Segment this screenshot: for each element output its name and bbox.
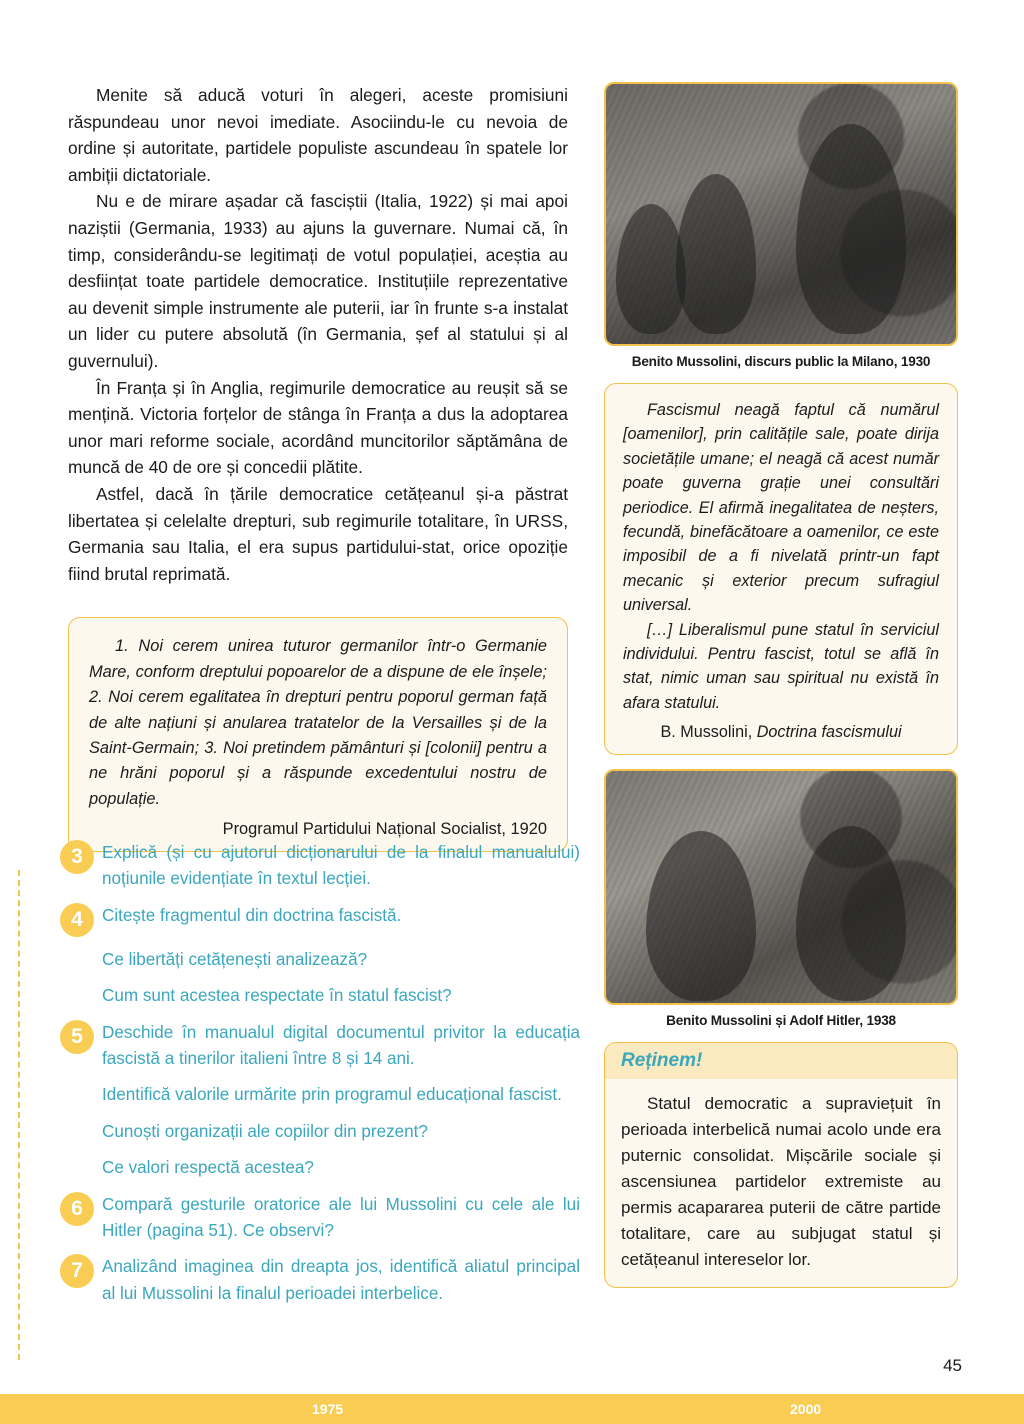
remember-box-title: Reținem!: [605, 1043, 957, 1079]
task-subitem: [60, 1155, 580, 1181]
task-subitem: [60, 1119, 580, 1145]
task-number-badge: 5: [60, 1020, 94, 1054]
task-subitem: [60, 983, 580, 1009]
task-text: Compară gesturile oratorice ale lui Mussolini cu cele ale lui Hitler (pagina 51). Ce observi?: [102, 1194, 580, 1241]
paragraph-1: Menite să aducă voturi în alegeri, aceste promisiuni răspundeau unor nevoi imediate. Asociindu-le cu nevoia de ordine și autoritate, partidele populiste ascundeau în spatele lor ambiții dictatoriale.: [68, 85, 568, 185]
doctrine-lead-word: Fascismul: [647, 401, 720, 419]
task-item: [60, 903, 580, 937]
timeline-year-left: 1975: [312, 1401, 344, 1417]
task-item: [60, 1020, 580, 1073]
source-quote-attribution: Programul Partidului Național Socialist, 1920: [222, 820, 547, 839]
task-text: Deschide în manualul digital documentul privitor la educația fascistă a tinerilor italieni între 8 și 14 ani.: [102, 1022, 580, 1069]
sidebar-column: [604, 82, 958, 1288]
timeline-year-right: 2000: [790, 1401, 822, 1417]
task-text: Analizând imaginea din dreapta jos, identifică aliatul principal al lui Mussolini la finalul perioadei interbelice.: [102, 1257, 580, 1303]
figure-caption: Benito Mussolini, discurs public la Milano, 1930: [631, 354, 931, 369]
task-subtext: Cunoști organizații ale copiilor din prezent?: [102, 1121, 428, 1141]
source-quote-box: [68, 617, 568, 852]
page-number: 45: [943, 1356, 962, 1375]
task-connector-line: [18, 870, 20, 1360]
task-text: Explică (și cu ajutorul dicționarului de la finalul manualului) noțiunile evidențiate în textul lecției.: [102, 843, 580, 889]
figure-caption: Benito Mussolini și Adolf Hitler, 1938: [666, 1013, 896, 1029]
doctrine-paragraph-1: [623, 398, 939, 618]
task-number-badge: 4: [60, 903, 94, 937]
task-text: Citește fragmentul din doctrina fascistă.: [102, 905, 402, 925]
task-number-badge: 7: [60, 1254, 94, 1288]
doctrine-work-title: Doctrina fascismului: [756, 723, 902, 742]
task-number-badge: 3: [60, 840, 94, 874]
task-subitem: [60, 947, 580, 973]
doctrine-paragraph-2: […] Liberalismul pune statul în serviciul individului. Pentru fascist, totul se află în stat, nimic uman sau spiritual nu există în afara statului.: [623, 620, 939, 712]
remember-box: [604, 1042, 958, 1288]
task-subitem: [60, 1082, 580, 1108]
task-item: [60, 1192, 580, 1245]
source-quote-text: 1. Noi cerem unirea tuturor germanilor într-o Germanie Mare, conform dreptului popoarelor de a dispune de ele înșele; 2. Noi cerem egalitatea în drepturi pentru poporul german față de alte națiuni și anularea tratatelor de la Versailles și de la Saint-Germain; 3. Noi pretindem pământuri și [colonii] pentru a ne hrăni poporul și a răspunde excedentului nostru de populație.: [89, 637, 547, 808]
photo-mussolini-hitler: [604, 769, 958, 1005]
remember-box-text: Statul democratic a supraviețuit în perioada interbelică numai acolo unde era puternic consolidat. Mișcările sociale și ascensiunea partidelor extremiste au permis acapararea puterii de către partide totalitare, care au subjugat statul și cetățeanul intereselor lor.: [621, 1094, 941, 1270]
task-subtext: Identifică valorile urmărite prin programul educațional fascist.: [102, 1085, 562, 1105]
doctrine-attribution: [623, 723, 939, 742]
fascism-doctrine-box: [604, 383, 958, 755]
task-number-badge: 6: [60, 1192, 94, 1226]
task-subtext: Ce libertăți cetățenești analizează?: [102, 949, 368, 969]
task-item: [60, 840, 580, 893]
paragraph-3: În Franța și în Anglia, regimurile democratice au reușit să se mențină. Victoria forțelor de stânga în Franța a dus la adoptarea unor mari reforme sociale, acordând muncitorilor săptămâna de muncă de 40 de ore și concedii plătite.: [68, 377, 568, 478]
doctrine-paragraph-1-rest: neagă faptul că numărul [oamenilor], prin calitățile sale, poate dirija societățile umane; el neagă că acest număr poate guverna grație unei consultări periodice. El afirmă inegalitatea de neșters, fecundă, binefăcătoare a oamenilor, ce este imposibil de a fi nivelată printr-un fapt mecanic și exterior precum sufragiul universal.: [623, 401, 939, 615]
paragraph-4: Astfel, dacă în țările democratice cetățeanul și-a păstrat libertatea și celelalte drepturi, sub regimurile totalitare, în URSS, Germania sau Italia, el era supus partidului-stat, orice opoziție fiind brutal reprimată.: [68, 483, 568, 584]
doctrine-author: B. Mussolini,: [660, 723, 757, 742]
task-subtext: Ce valori respectă acestea?: [102, 1158, 314, 1178]
exercise-list: [60, 840, 580, 1317]
paragraph-2: Nu e de mirare așadar că fasciștii (Italia, 1922) și mai apoi naziștii (Germania, 1933) au ajuns la guvernare. Numai că, în timp, considerându-se legitimați de votul populației, aceștia au desființat toate partidele democratice. Instituțiile reprezentative au devenit simple instrumente ale puterii, iar în frunte s-a instalat un lider cu putere absolută (în Germania, șef al statului și al guvernului).: [68, 191, 568, 371]
photo-mussolini-speech: [604, 82, 958, 346]
task-subtext: Cum sunt acestea respectate în statul fascist?: [102, 986, 452, 1006]
timeline-footer: [0, 1394, 1024, 1424]
main-text-column: [68, 82, 568, 852]
task-item: [60, 1254, 580, 1307]
